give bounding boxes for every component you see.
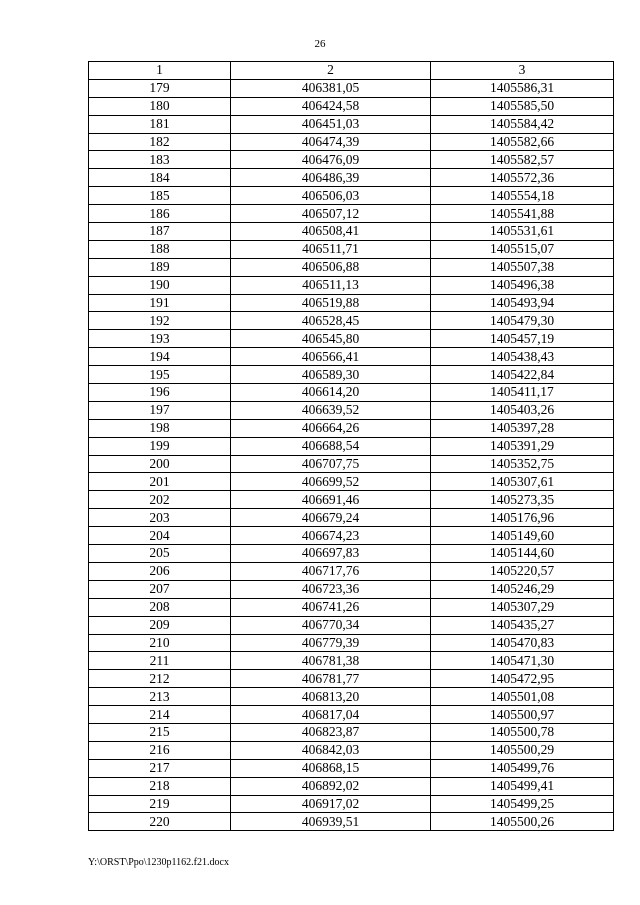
table-cell: 213 [89, 688, 231, 706]
table-cell: 406723,36 [231, 580, 431, 598]
table-cell: 188 [89, 240, 231, 258]
table-row [89, 97, 614, 115]
table-cell: 406451,03 [231, 115, 431, 133]
table-cell: 1405470,83 [431, 634, 614, 652]
table-cell: 406842,03 [231, 741, 431, 759]
table-cell: 217 [89, 759, 231, 777]
table-cell: 406741,26 [231, 598, 431, 616]
table-cell: 212 [89, 670, 231, 688]
table-cell: 406781,77 [231, 670, 431, 688]
table-cell: 196 [89, 384, 231, 402]
column-header: 3 [431, 62, 614, 80]
table-cell: 406589,30 [231, 366, 431, 384]
table-cell: 1405352,75 [431, 455, 614, 473]
table-cell: 406381,05 [231, 79, 431, 97]
table-header-row [89, 62, 614, 80]
table-cell: 191 [89, 294, 231, 312]
table-cell: 220 [89, 813, 231, 831]
table-cell: 406817,04 [231, 706, 431, 724]
table-cell: 1405435,27 [431, 616, 614, 634]
table-cell: 199 [89, 437, 231, 455]
table-row [89, 616, 614, 634]
table-cell: 1405307,61 [431, 473, 614, 491]
table-row [89, 419, 614, 437]
table-cell: 1405501,08 [431, 688, 614, 706]
table-cell: 186 [89, 205, 231, 223]
table-cell: 1405307,29 [431, 598, 614, 616]
table-cell: 406614,20 [231, 384, 431, 402]
table-cell: 1405586,31 [431, 79, 614, 97]
table-cell: 406566,41 [231, 348, 431, 366]
table-row [89, 652, 614, 670]
table-cell: 202 [89, 491, 231, 509]
table-cell: 406939,51 [231, 813, 431, 831]
table-cell: 1405541,88 [431, 205, 614, 223]
table-row [89, 598, 614, 616]
table-cell: 1405499,25 [431, 795, 614, 813]
table-cell: 406508,41 [231, 223, 431, 241]
table-cell: 1405531,61 [431, 223, 614, 241]
table-cell: 1405554,18 [431, 187, 614, 205]
table-row [89, 223, 614, 241]
table-cell: 179 [89, 79, 231, 97]
table-row [89, 777, 614, 795]
table-row [89, 205, 614, 223]
table-cell: 1405572,36 [431, 169, 614, 187]
table-row [89, 133, 614, 151]
table-cell: 406639,52 [231, 401, 431, 419]
table-cell: 211 [89, 652, 231, 670]
footer-file-path: Y:\ORST\Ppo\1230p1162.f21.docx [88, 857, 229, 868]
table-row [89, 312, 614, 330]
table-cell: 1405493,94 [431, 294, 614, 312]
table-cell: 406717,76 [231, 562, 431, 580]
table-cell: 1405582,57 [431, 151, 614, 169]
table-cell: 406688,54 [231, 437, 431, 455]
table-row [89, 795, 614, 813]
table-row [89, 115, 614, 133]
table-cell: 1405457,19 [431, 330, 614, 348]
table-cell: 406699,52 [231, 473, 431, 491]
table-cell: 209 [89, 616, 231, 634]
table-row [89, 401, 614, 419]
table-row [89, 509, 614, 527]
table-cell: 204 [89, 527, 231, 545]
table-cell: 193 [89, 330, 231, 348]
table-row [89, 562, 614, 580]
table-row [89, 79, 614, 97]
table-cell: 406813,20 [231, 688, 431, 706]
table-cell: 406707,75 [231, 455, 431, 473]
table-row [89, 169, 614, 187]
table-cell: 1405471,30 [431, 652, 614, 670]
table-cell: 182 [89, 133, 231, 151]
table-cell: 406506,03 [231, 187, 431, 205]
table-row [89, 688, 614, 706]
table-row [89, 706, 614, 724]
table-cell: 1405479,30 [431, 312, 614, 330]
table-row [89, 723, 614, 741]
table-row [89, 276, 614, 294]
table-cell: 406697,83 [231, 545, 431, 563]
table-row [89, 455, 614, 473]
table-row [89, 473, 614, 491]
table-cell: 1405397,28 [431, 419, 614, 437]
table-cell: 406528,45 [231, 312, 431, 330]
table-row [89, 151, 614, 169]
table-row [89, 759, 614, 777]
table-row [89, 813, 614, 831]
table-cell: 406691,46 [231, 491, 431, 509]
table-cell: 184 [89, 169, 231, 187]
table-cell: 189 [89, 258, 231, 276]
table-cell: 200 [89, 455, 231, 473]
table-cell: 1405507,38 [431, 258, 614, 276]
table-cell: 1405149,60 [431, 527, 614, 545]
table-cell: 1405500,29 [431, 741, 614, 759]
table-cell: 197 [89, 401, 231, 419]
table-cell: 406507,12 [231, 205, 431, 223]
table-row [89, 294, 614, 312]
table-cell: 406664,26 [231, 419, 431, 437]
table-cell: 406519,88 [231, 294, 431, 312]
table-row [89, 670, 614, 688]
table-cell: 406868,15 [231, 759, 431, 777]
table-cell: 181 [89, 115, 231, 133]
column-header: 2 [231, 62, 431, 80]
table-cell: 406424,58 [231, 97, 431, 115]
table-cell: 214 [89, 706, 231, 724]
table-cell: 218 [89, 777, 231, 795]
table-cell: 406674,23 [231, 527, 431, 545]
table-cell: 206 [89, 562, 231, 580]
table-cell: 1405582,66 [431, 133, 614, 151]
table-cell: 406511,71 [231, 240, 431, 258]
table-cell: 1405515,07 [431, 240, 614, 258]
table-cell: 406511,13 [231, 276, 431, 294]
table-row [89, 240, 614, 258]
table-row [89, 366, 614, 384]
table-cell: 406476,09 [231, 151, 431, 169]
table-row [89, 741, 614, 759]
table-row [89, 437, 614, 455]
table-cell: 1405584,42 [431, 115, 614, 133]
table-cell: 208 [89, 598, 231, 616]
table-cell: 1405176,96 [431, 509, 614, 527]
table-cell: 207 [89, 580, 231, 598]
table-cell: 1405246,29 [431, 580, 614, 598]
table-cell: 406779,39 [231, 634, 431, 652]
table-body [89, 79, 614, 830]
page-number: 26 [314, 38, 326, 50]
table-cell: 194 [89, 348, 231, 366]
coordinates-table [88, 61, 614, 831]
table-cell: 215 [89, 723, 231, 741]
table-cell: 192 [89, 312, 231, 330]
table-cell: 406474,39 [231, 133, 431, 151]
table-cell: 406781,38 [231, 652, 431, 670]
table-cell: 406917,02 [231, 795, 431, 813]
table-cell: 187 [89, 223, 231, 241]
table-cell: 1405144,60 [431, 545, 614, 563]
table-cell: 406545,80 [231, 330, 431, 348]
table-cell: 1405403,26 [431, 401, 614, 419]
table-row [89, 527, 614, 545]
table-cell: 1405585,50 [431, 97, 614, 115]
table-cell: 1405500,78 [431, 723, 614, 741]
table-cell: 198 [89, 419, 231, 437]
table-cell: 210 [89, 634, 231, 652]
table-cell: 1405496,38 [431, 276, 614, 294]
table-cell: 406892,02 [231, 777, 431, 795]
table-cell: 219 [89, 795, 231, 813]
table-cell: 195 [89, 366, 231, 384]
table-cell: 1405411,17 [431, 384, 614, 402]
table-cell: 203 [89, 509, 231, 527]
table-cell: 406486,39 [231, 169, 431, 187]
table-cell: 1405472,95 [431, 670, 614, 688]
table-cell: 190 [89, 276, 231, 294]
table-cell: 183 [89, 151, 231, 169]
table-row [89, 545, 614, 563]
table-cell: 1405499,41 [431, 777, 614, 795]
column-header: 1 [89, 62, 231, 80]
table-cell: 1405273,35 [431, 491, 614, 509]
table-cell: 1405500,26 [431, 813, 614, 831]
table-row [89, 634, 614, 652]
table-cell: 185 [89, 187, 231, 205]
table-row [89, 491, 614, 509]
table-cell: 1405438,43 [431, 348, 614, 366]
table-cell: 1405500,97 [431, 706, 614, 724]
table-cell: 406679,24 [231, 509, 431, 527]
table-cell: 406823,87 [231, 723, 431, 741]
table-cell: 1405499,76 [431, 759, 614, 777]
table-cell: 180 [89, 97, 231, 115]
table-cell: 205 [89, 545, 231, 563]
table-cell: 201 [89, 473, 231, 491]
table-cell: 406506,88 [231, 258, 431, 276]
table-cell: 406770,34 [231, 616, 431, 634]
table-cell: 1405422,84 [431, 366, 614, 384]
table-cell: 1405391,29 [431, 437, 614, 455]
table-row [89, 348, 614, 366]
table-cell: 1405220,57 [431, 562, 614, 580]
table-row [89, 330, 614, 348]
table-row [89, 258, 614, 276]
table-row [89, 384, 614, 402]
table-row [89, 187, 614, 205]
table-row [89, 580, 614, 598]
table-cell: 216 [89, 741, 231, 759]
